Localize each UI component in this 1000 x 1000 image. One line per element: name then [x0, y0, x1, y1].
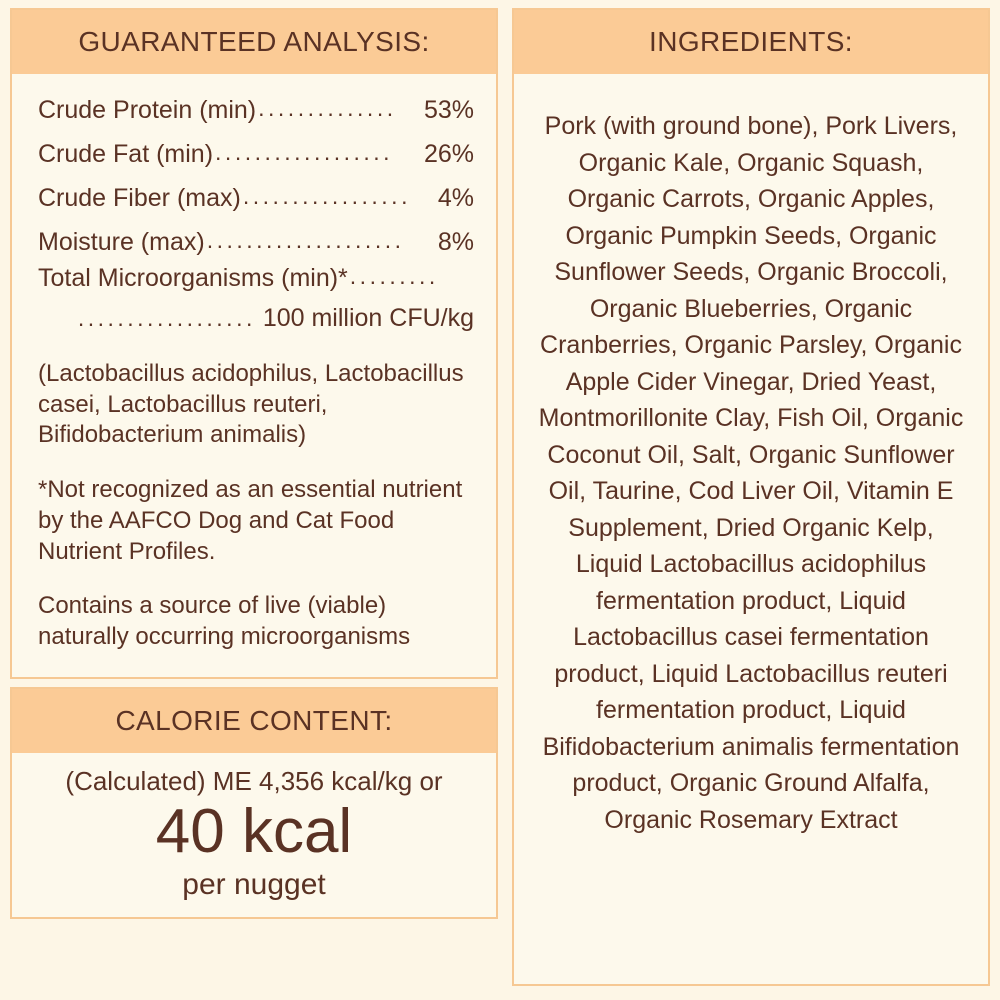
table-row [38, 266, 474, 291]
table-row [38, 230, 474, 255]
aafco-footnote: *Not recognized as an essential nutrient by the AAFCO Dog and Cat Food Nutrient Profiles. [38, 476, 463, 565]
leader-dots: .............. [258, 97, 397, 120]
nutrient-value: 53% [423, 96, 474, 124]
nutrient-label: Crude Fat (min) [38, 140, 214, 168]
calorie-content-panel [10, 687, 498, 919]
calorie-per-nugget-value: 40 kcal [155, 796, 353, 866]
guaranteed-analysis-panel [10, 8, 498, 679]
microorganisms-value-line [38, 304, 474, 333]
ingredients-panel [512, 8, 990, 986]
nutrient-label: Total Microorganisms (min)* [38, 264, 348, 292]
nutrient-label: Crude Protein (min) [38, 96, 257, 124]
leader-dots: .................. [215, 141, 394, 164]
nutrient-label: Crude Fiber (max) [38, 184, 241, 212]
nutrient-value: 26% [423, 140, 474, 168]
calorie-per-kg: (Calculated) ME 4,356 kcal/kg or [65, 765, 443, 796]
leader-dots: ......... [349, 265, 439, 288]
nutrient-value: 100 million CFU/kg [262, 304, 474, 332]
ingredients-header: INGREDIENTS: [514, 10, 988, 74]
calorie-content-header: CALORIE CONTENT: [12, 689, 496, 753]
calorie-content-body [12, 753, 496, 917]
nutrient-value: 8% [437, 228, 474, 256]
table-row [38, 98, 474, 123]
leader-dots: ................. [242, 185, 411, 208]
leader-dots: .................... [206, 229, 405, 252]
nutrient-label: Moisture (max) [38, 228, 205, 256]
left-column [10, 8, 498, 986]
right-column [512, 8, 990, 986]
guaranteed-analysis-header: GUARANTEED ANALYSIS: [12, 10, 496, 74]
table-row [38, 142, 474, 167]
guaranteed-analysis-body [12, 74, 496, 677]
table-row [38, 186, 474, 211]
live-microorganisms-note: Contains a source of live (viable) naturally occurring microorganisms [38, 592, 411, 651]
nutrient-value: 4% [437, 184, 474, 212]
leader-dots: .................. [77, 305, 256, 331]
ingredients-list: Pork (with ground bone), Pork Livers, Organic Kale, Organic Squash, Organic Carrots, Organic Apples, Organic Pumpkin Seeds, Organic Sunflower Seeds, Organic Broccoli, Organic Blueberries, Organic Cranberries, Organic Parsley, Organic Apple Cider Vinegar, Dried Yeast, Montmorillonite Clay, Fish Oil, Organic Coconut Oil, Salt, Organic Sunflower Oil, Taurine, Cod Liver Oil, Vitamin E Supplement, Dried Organic Kelp, Liquid Lactobacillus acidophilus fermentation product, Liquid Lactobacillus casei fermentation product, Liquid Lactobacillus reuteri fermentation product, Liquid Bifidobacterium animalis fermentation product, Organic Ground Alfalfa, Organic Rosemary Extract [538, 112, 964, 834]
probiotic-strains-note: (Lactobacillus acidophilus, Lactobacillus casei, Lactobacillus reuteri, Bifidobacterium animalis) [38, 360, 464, 449]
calorie-per-nugget-label: per nugget [182, 867, 326, 901]
